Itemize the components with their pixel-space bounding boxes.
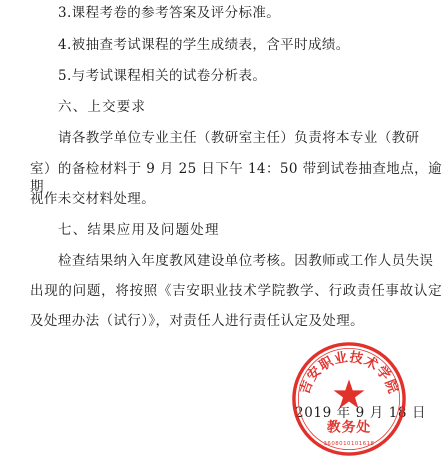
section-heading-submission: 六、上交要求 — [58, 99, 147, 115]
seal-org-text: 吉安职业技术学院 — [297, 350, 401, 397]
section-heading-results: 七、结果应用及问题处理 — [58, 222, 220, 238]
list-item-5: 5.与考试课程相关的试卷分析表。 — [58, 68, 267, 84]
star-icon — [334, 379, 365, 408]
paragraph-line: 室）的备检材料于 9 月 25 日下午 14：50 带到试卷抽查地点，逾期 — [30, 161, 442, 195]
paragraph-line: 及处理办法（试行）》，对责任人进行责任认定及处理。 — [30, 313, 364, 329]
paragraph-line: 出现的问题，将按照《吉安职业技术学院教学、行政责任事故认定 — [30, 283, 442, 299]
document-date: 2019 年 9 月 18 日 — [295, 405, 427, 421]
list-item-3: 3.课程考卷的参考答案及评分标准。 — [58, 5, 281, 21]
seal-dept-text: 教务处 — [326, 419, 372, 436]
official-seal — [290, 340, 408, 458]
paragraph-line: 请各教学单位专业主任（教研室主任）负责将本专业（教研 — [58, 130, 420, 146]
paragraph-line: 检查结果纳入年度教风建设单位考核。因教师或工作人员失误 — [58, 253, 434, 269]
list-item-4: 4.被抽查考试课程的学生成绩表，含平时成绩。 — [58, 37, 350, 53]
seal-serial-text: 3608010101618 — [323, 441, 375, 448]
paragraph-line: 视作未交材料处理。 — [30, 191, 156, 207]
